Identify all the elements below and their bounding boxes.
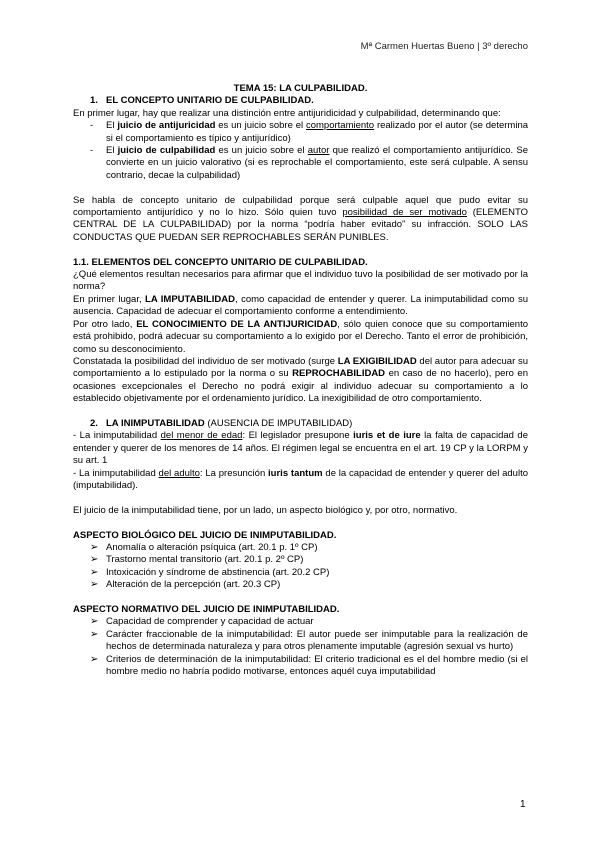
section-1-1-heading: 1.1. ELEMENTOS DEL CONCEPTO UNITARIO DE CULPABILIDAD. <box>73 256 368 268</box>
arrow-bullet-icon: ➢ <box>90 616 99 628</box>
section-1-1-question: ¿Qué elementos resultan necesarios para afirmar que el individuo tuvo la posibilidad de ser motivado por la norma? <box>73 269 528 293</box>
arrow-bullet-icon: ➢ <box>90 541 99 553</box>
imputabilidad-paragraph: En primer lugar, LA IMPUTABILIDAD, como capacidad de entender y querer. La inimputabilidad como su ausencia. Capacidad de adecuar el comportamiento conforme a entendimiento. <box>73 293 528 318</box>
arrow-bullet-icon: ➢ <box>90 579 99 591</box>
section-1-title: EL CONCEPTO UNITARIO DE CULPABILIDAD. <box>106 95 314 107</box>
list-item: ➢ Anomalía o alteración psíquica (art. 20.1 p. 1º CP) <box>90 541 318 553</box>
section-1-intro: En primer lugar, hay que realizar una distinción entre antijuridicidad y culpabilidad, determinando que: <box>73 107 501 119</box>
normative-list <box>73 616 528 678</box>
adulto-paragraph: - La inimputabilidad del adulto: La presunción iuris tantum de la capacidad de entender y querer del adulto (imputabilidad). <box>73 467 529 491</box>
list-item: ➢ Alteración de la percepción (art. 20.3 CP) <box>90 579 281 591</box>
menor-paragraph: - La inimputabilidad del menor de edad: El legislador presupone iuris et de iure la falta de capacidad de entender y querer de los menores de 14 años. El régimen legal se encuentra en el art. 19 CP y la LORPM y su art. 1 <box>73 430 528 467</box>
biological-list <box>73 542 528 592</box>
list-item: ➢ Capacidad de comprender y capacidad de actuar <box>90 616 314 628</box>
page-number: 1 <box>520 799 526 810</box>
conocimiento-paragraph: Por otro lado, EL CONOCIMIENTO DE LA ANTIJURICIDAD, sólo quien conoce que su comportamiento está prohibido, podrá adecuar su comportamiento a lo exigido por el Derecho. Tanto el error de prohibición, como su desconocimiento. <box>73 318 529 355</box>
biological-heading: ASPECTO BIOLÓGICO DEL JUICIO DE INIMPUTABILIDAD. <box>73 529 337 541</box>
juicio-paragraph: El juicio de la inimputabilidad tiene, por un lado, un aspecto biológico y, por otro, normativo. <box>73 504 458 516</box>
list-item: - El juicio de antijuricidad es un juicio sobre el comportamiento realizado por el autor (se determina si el comportamiento es típico y antijurídico) <box>73 120 528 145</box>
arrow-bullet-icon: ➢ <box>90 554 99 566</box>
section-1-list <box>73 120 528 182</box>
section-2-number: 2. <box>90 417 98 429</box>
list-item: ➢ Criterios de determinación de la inimputabilidad: El criterio tradicional es el del hombre medio (si el hombre medio no habría podido motivarse, entonces aquél cuya imputabilidad <box>90 653 528 677</box>
list-item: - El juicio de culpabilidad es un juicio sobre el autor que realizó el comportamiento antijurídico. Se convierte en un juicio valorativo (si es reprochable el comportamiento, este será culpable. A sensu contrario, decae la culpabilidad) <box>73 145 528 182</box>
section-1-heading <box>90 95 528 107</box>
page-header: Mª Carmen Huertas Bueno | 3º derecho <box>360 41 528 52</box>
section-1-paragraph: Se habla de concepto unitario de culpabilidad porque será culpable aquel que pudo evitar su comportamiento antijurídico y no lo hizo. Sólo quien tuvo posibilidad de ser motivado (ELEMENTO CENTRAL DE LA CULPABILIDAD) por la norma “podría haber evitado” su infracción. SOLO LAS CONDUCTAS QUE PUEDAN SER REPROCHABLES SERÁN PUNIBLES. <box>73 194 528 243</box>
document-title: TEMA 15: LA CULPABILIDAD. <box>233 83 368 94</box>
arrow-bullet-icon: ➢ <box>90 653 99 665</box>
document-body <box>73 83 528 678</box>
list-item: ➢ Intoxicación y síndrome de abstinencia (art. 20.2 CP) <box>90 566 330 578</box>
normative-heading: ASPECTO NORMATIVO DEL JUICIO DE INIMPUTABILIDAD. <box>73 603 340 615</box>
section-2-heading: 2. LA INIMPUTABILIDAD (AUSENCIA DE IMPUTABILIDAD) <box>90 417 353 429</box>
list-item: ➢ Trastorno mental transitorio (art. 20.1 p. 2º CP) <box>90 554 304 566</box>
section-1-number: 1. <box>90 95 98 107</box>
exigibilidad-paragraph: Constatada la posibilidad del individuo de ser motivado (surge LA EXIGIBILIDAD del autor para adecuar su comportamiento a lo estipulado por la norma o su REPROCHABILIDAD en caso de no hacerlo), pero en ocasiones excepcionales el Derecho no podrá exigir al individuo adecuar su comportamiento a lo establecido objetivamente por el ordenamiento jurídico. La inexigibilidad de otro comportamiento. <box>73 355 528 405</box>
list-item: ➢ Carácter fraccionable de la inimputabilidad: El autor puede ser inimputable para la realización de hechos de determinada naturaleza y para otros plenamente imputable (agresión sexual vs hurto) <box>90 628 528 653</box>
arrow-bullet-icon: ➢ <box>90 628 99 640</box>
arrow-bullet-icon: ➢ <box>90 566 99 578</box>
